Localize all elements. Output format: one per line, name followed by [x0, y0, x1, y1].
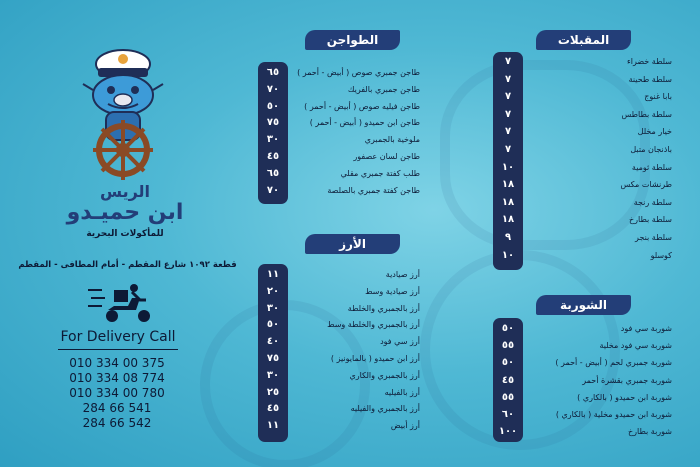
menu-item-name: شوربة سي فود مخلية [599, 341, 672, 351]
menu-item-price: ٧٥ [266, 117, 280, 129]
menu-item-name: ملوخية بالجمبري [364, 135, 420, 145]
menu-item-price: ٩ [504, 232, 512, 243]
phone-5[interactable]: 284 66 542 [82, 416, 152, 430]
menu-item-price: ١٠ [501, 161, 515, 173]
section-title-appetizers: المقبلات [536, 30, 631, 50]
brand-line2: ابن حميـدو [66, 200, 184, 225]
menu-item-price: ٥٠ [501, 323, 515, 334]
menu-item-price: ٣٠ [266, 134, 280, 146]
menu-item-name: أرز صيادية [385, 270, 420, 279]
menu-item-price: ٥٥ [501, 340, 515, 352]
menu-item-price: ٧٠ [266, 83, 280, 95]
section-title-soups: الشوربة [536, 295, 631, 315]
menu-item-price: ٤٥ [501, 374, 515, 386]
menu-item-name: طاجن لسان عصفور [353, 152, 420, 161]
phone-4[interactable]: 284 66 541 [82, 401, 152, 415]
menu-item-name: شوربة ابن حميدو ( بالكاري ) [577, 392, 672, 402]
menu-item-name: سلطة بطارخ [629, 215, 672, 225]
menu-item-name: شوربة ابن حميدو مخلية ( بالكاري ) [555, 410, 672, 419]
menu-item-price: ١٠٠ [498, 426, 518, 438]
menu-item-name: أرز صيادية وسط [365, 286, 420, 296]
phone-3[interactable]: 010 334 00 780 [69, 386, 165, 400]
menu-item-price: ٧ [504, 91, 512, 103]
menu-item-name: بابا غنوج [644, 92, 672, 102]
menu-item-price: ١٨ [501, 196, 515, 208]
menu-item-name: أرز بالفيليه [384, 387, 420, 397]
menu-item-name: طاجن جمبري صوص ( أبيض - أحمر ) [297, 68, 420, 77]
menu-item-price: ٤٠ [266, 336, 280, 348]
menu-item-name: خيار مخلل [637, 127, 672, 137]
menu-item-name: أرز ابن حميدو ( بالمايونيز ) [330, 354, 420, 363]
address-text: قطعة ١٠٩٢ شارع المقطم - أمام المطافى - المقطم [18, 260, 237, 270]
menu-item-price: ١٠ [501, 249, 515, 261]
menu-item-price: ٦٥ [266, 67, 280, 78]
menu-item-price: ١١ [266, 269, 280, 280]
menu-item-price: ١١ [266, 420, 280, 432]
menu-item-price: ٧ [504, 126, 512, 138]
menu-item-price: ٦٥ [266, 167, 280, 179]
delivery-label: For Delivery Call [60, 329, 176, 345]
menu-item-price: ١٨ [501, 179, 515, 191]
menu-item-price: ٣٠ [266, 369, 280, 381]
menu-item-price: ٧٠ [266, 184, 280, 196]
menu-item-price: ٥٠ [266, 319, 280, 331]
menu-item-name: طلب كفتة جمبري مقلي [340, 168, 420, 178]
section-title-tawajen: الطواجن [305, 30, 400, 50]
menu-item-name: سلطة رنجة [633, 197, 672, 207]
menu-item-price: ٧٥ [266, 353, 280, 364]
section-title-rice: الأرز [305, 234, 400, 254]
menu-item-price: ٧ [504, 56, 512, 67]
brand-line1: الريس [99, 182, 151, 201]
menu-item-price: ٤٥ [266, 151, 280, 162]
delivery-scooter-icon [88, 280, 158, 324]
menu-item-price: ٥٠ [501, 357, 515, 369]
menu-item-name: سلطة طحينة [628, 74, 672, 84]
ship-wheel-icon [93, 120, 153, 180]
menu-item-name: طرنشات مكس [620, 180, 672, 190]
menu-item-name: أرز سي فود [380, 337, 420, 347]
phone-2[interactable]: 010 334 08 774 [69, 371, 165, 385]
phone-1[interactable]: 010 334 00 375 [69, 356, 165, 370]
menu-item-price: ٥٠ [266, 100, 280, 112]
menu-item-price: ١٨ [501, 214, 515, 226]
menu-item-price: ٢٥ [266, 386, 280, 398]
menu-item-name: طاجن فيليه صوص ( أبيض - أحمر ) [304, 101, 420, 111]
menu-item-name: طاجن جمبري بالفريك [347, 84, 420, 94]
menu-item-price: ٧ [504, 108, 512, 120]
mascot-watermark-icon [440, 60, 650, 250]
menu-item-name: سلطة خضراء [626, 57, 672, 66]
menu-item-name: أرز أبيض [390, 421, 420, 431]
menu-item-name: شوربة بطارخ [627, 427, 672, 437]
menu-item-price: ٧ [504, 144, 512, 155]
menu-item-name: سلطة ثومية [631, 162, 672, 172]
captain-mascot-icon [78, 40, 168, 180]
menu-item-name: طاجن ابن حميدو ( أبيض - أحمر ) [309, 118, 420, 128]
delivery-underline [58, 349, 178, 350]
menu-item-name: شوربة سي فود [620, 324, 672, 333]
menu-item-price: ٥٥ [501, 391, 515, 403]
menu-item-name: أرز بالجمبري والفيليه [350, 404, 420, 414]
menu-item-price: ٦٠ [501, 409, 515, 420]
menu-item-name: أرز بالجمبري والخلطة وسط [327, 320, 420, 330]
menu-item-price: ٤٥ [266, 403, 280, 415]
menu-item-name: سلطة بنجر [635, 233, 672, 242]
menu-item-name: كوسلو [650, 250, 672, 260]
menu-item-name: طاجن كفتة جمبري بالصلصة [327, 185, 420, 195]
menu-item-name: سلطة بطاطس [621, 109, 672, 119]
menu-item-name: باذنجان متبل [630, 145, 672, 154]
menu-item-price: ٣٠ [266, 302, 280, 314]
menu-item-price: ٧ [504, 73, 512, 85]
brand-line3: للمأكولات البحرية [86, 229, 164, 239]
menu-item-name: أرز بالجمبري والكاري [349, 370, 420, 380]
menu-item-name: أرز بالجمبري والخلطة [347, 303, 420, 313]
menu-item-name: شوربة جمبري لحم ( أبيض - أحمر ) [555, 358, 672, 368]
menu-item-name: شوربة جمبري بقشرة أحمر [582, 375, 672, 385]
menu-item-price: ٢٠ [266, 285, 280, 297]
